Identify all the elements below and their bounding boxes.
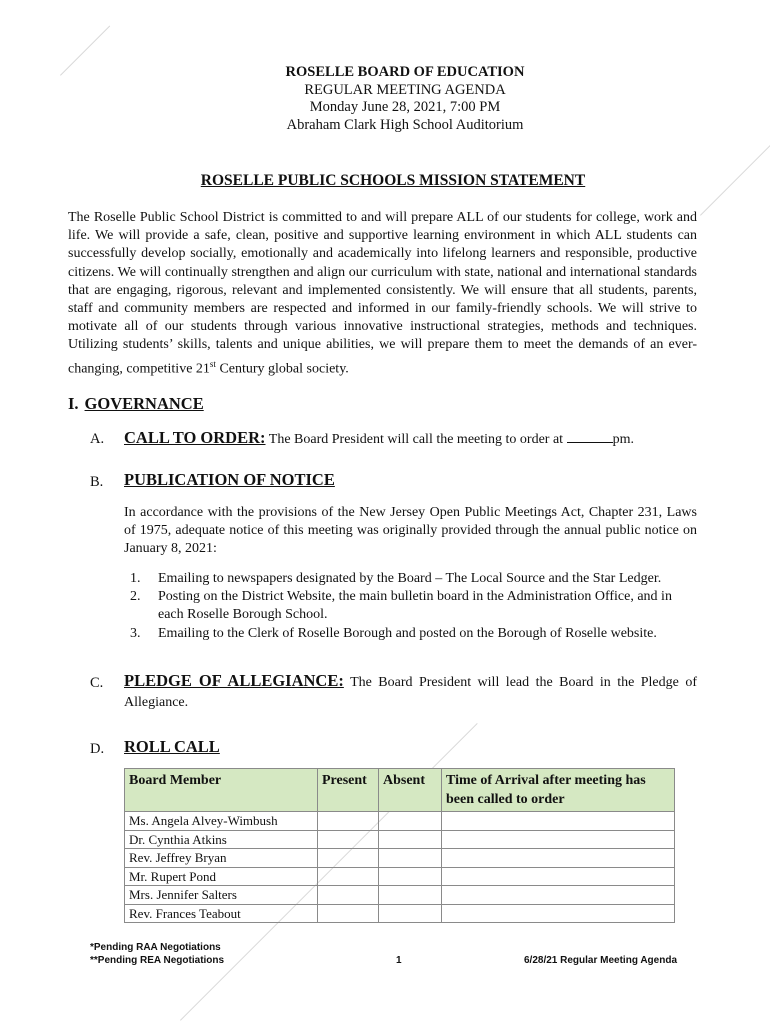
meeting-type: REGULAR MEETING AGENDA bbox=[304, 81, 506, 98]
roll-call-title-wrap bbox=[124, 737, 220, 757]
org-name: ROSELLE BOARD OF EDUCATION bbox=[285, 64, 525, 80]
present-cell bbox=[318, 904, 379, 923]
mission-text: The Roselle Public School District is committed to and will prepare ALL of our students for college, work and life. We will provide a safe, clean, positive and supportive learning environment in which ALL students can successfully develop socially, emotionally and academically into lifelong learners and responsible, productive citizens. We will continually strengthen and align our curriculum with state, national and international standards that are engaging, rigorous, relevant and implemented consistently. We will ensure that all students, parents, staff and community members are respected and informed in our family-friendly schools. We will strive to motivate all of our students through various innovative instructional strategies, methods and techniques. Utilizing students’ skills, talents and unique abilities, we will prepare them to meet the demands of an ever-changing, competitive 21 bbox=[68, 210, 697, 377]
present-cell bbox=[318, 886, 379, 905]
call-to-order-text: The Board President will call the meeting to order at bbox=[265, 432, 567, 447]
call-to-order bbox=[124, 428, 634, 448]
absent-cell bbox=[379, 904, 442, 923]
arrival-cell bbox=[442, 830, 675, 849]
list-item: 1. Emailing to newspapers designated by the Board – The Local Source and the Star Ledger. bbox=[130, 571, 662, 586]
meeting-datetime: Monday June 28, 2021, 7:00 PM bbox=[309, 99, 501, 115]
col-present: Present bbox=[318, 769, 379, 812]
roll-call-title: ROLL CALL bbox=[124, 737, 220, 756]
page-number: 1 bbox=[396, 955, 402, 966]
table-row: Dr. Cynthia Atkins bbox=[125, 830, 675, 849]
footer-note-raa: *Pending RAA Negotiations bbox=[90, 942, 221, 953]
section-heading bbox=[68, 394, 204, 414]
arrival-cell bbox=[442, 849, 675, 868]
roll-call-table bbox=[124, 768, 675, 923]
notice-list bbox=[124, 570, 697, 643]
mission-title: ROSELLE PUBLIC SCHOOLS MISSION STATEMENT bbox=[200, 172, 586, 189]
arrival-cell bbox=[442, 812, 675, 831]
arrival-cell bbox=[442, 867, 675, 886]
item-b-letter: B. bbox=[90, 474, 104, 490]
item-a-letter: A. bbox=[90, 431, 105, 447]
col-board-member: Board Member bbox=[125, 769, 318, 812]
mission-text-end: Century global society. bbox=[215, 361, 349, 377]
meeting-header bbox=[0, 64, 770, 134]
table-row: Rev. Jeffrey Bryan bbox=[125, 849, 675, 868]
col-time-of-arrival: Time of Arrival after meeting has been called to order bbox=[442, 769, 675, 812]
footer-notes bbox=[90, 941, 224, 967]
footer-doc-title: 6/28/21 Regular Meeting Agenda bbox=[524, 955, 678, 966]
mission-sup: st bbox=[209, 358, 216, 369]
absent-cell bbox=[379, 886, 442, 905]
table-header-row bbox=[125, 769, 675, 812]
col-absent: Absent bbox=[379, 769, 442, 812]
absent-cell bbox=[379, 867, 442, 886]
pledge-text: The Board President will lead the Board in the Pledge of Allegiance. bbox=[124, 675, 697, 710]
list-item: 2. Posting on the District Website, the main bulletin board in the Administration Office, and in each Roselle Borough School. bbox=[130, 589, 672, 623]
item-d-letter: D. bbox=[90, 741, 105, 757]
table-row: Ms. Angela Alvey-Wimbush bbox=[125, 812, 675, 831]
list-item: 3. Emailing to the Clerk of Roselle Borough and posted on the Borough of Roselle website. bbox=[130, 625, 657, 641]
pledge-of-allegiance bbox=[124, 671, 697, 713]
arrival-cell bbox=[442, 904, 675, 923]
pledge-title: PLEDGE OF ALLEGIANCE: bbox=[124, 671, 344, 690]
table-row: Rev. Frances Teabout bbox=[125, 904, 675, 923]
absent-cell bbox=[379, 812, 442, 831]
publication-title: PUBLICATION OF NOTICE bbox=[124, 470, 335, 489]
absent-cell bbox=[379, 849, 442, 868]
present-cell bbox=[318, 812, 379, 831]
table-row: Mrs. Jennifer Salters bbox=[125, 886, 675, 905]
present-cell bbox=[318, 830, 379, 849]
present-cell bbox=[318, 867, 379, 886]
mission-statement bbox=[68, 209, 697, 378]
item-c-letter: C. bbox=[90, 675, 104, 691]
publication-paragraph: In accordance with the provisions of the New Jersey Open Public Meetings Act, Chapter 231, Laws of 1975, adequate notice of this meeting was originally provided through the annual public notice on January 8, 2021: bbox=[124, 505, 697, 557]
section-title: GOVERNANCE bbox=[84, 394, 204, 413]
footer-note-rea: **Pending REA Negotiations bbox=[90, 955, 225, 966]
meeting-location: Abraham Clark High School Auditorium bbox=[286, 116, 524, 133]
arrival-cell bbox=[442, 886, 675, 905]
time-blank bbox=[567, 430, 613, 443]
publication-title-wrap bbox=[124, 470, 335, 490]
present-cell bbox=[318, 849, 379, 868]
table-row: Mr. Rupert Pond bbox=[125, 867, 675, 886]
section-numeral: I. bbox=[68, 394, 79, 413]
call-to-order-suffix: pm. bbox=[612, 432, 634, 447]
absent-cell bbox=[379, 830, 442, 849]
call-to-order-title: CALL TO ORDER: bbox=[124, 428, 266, 447]
